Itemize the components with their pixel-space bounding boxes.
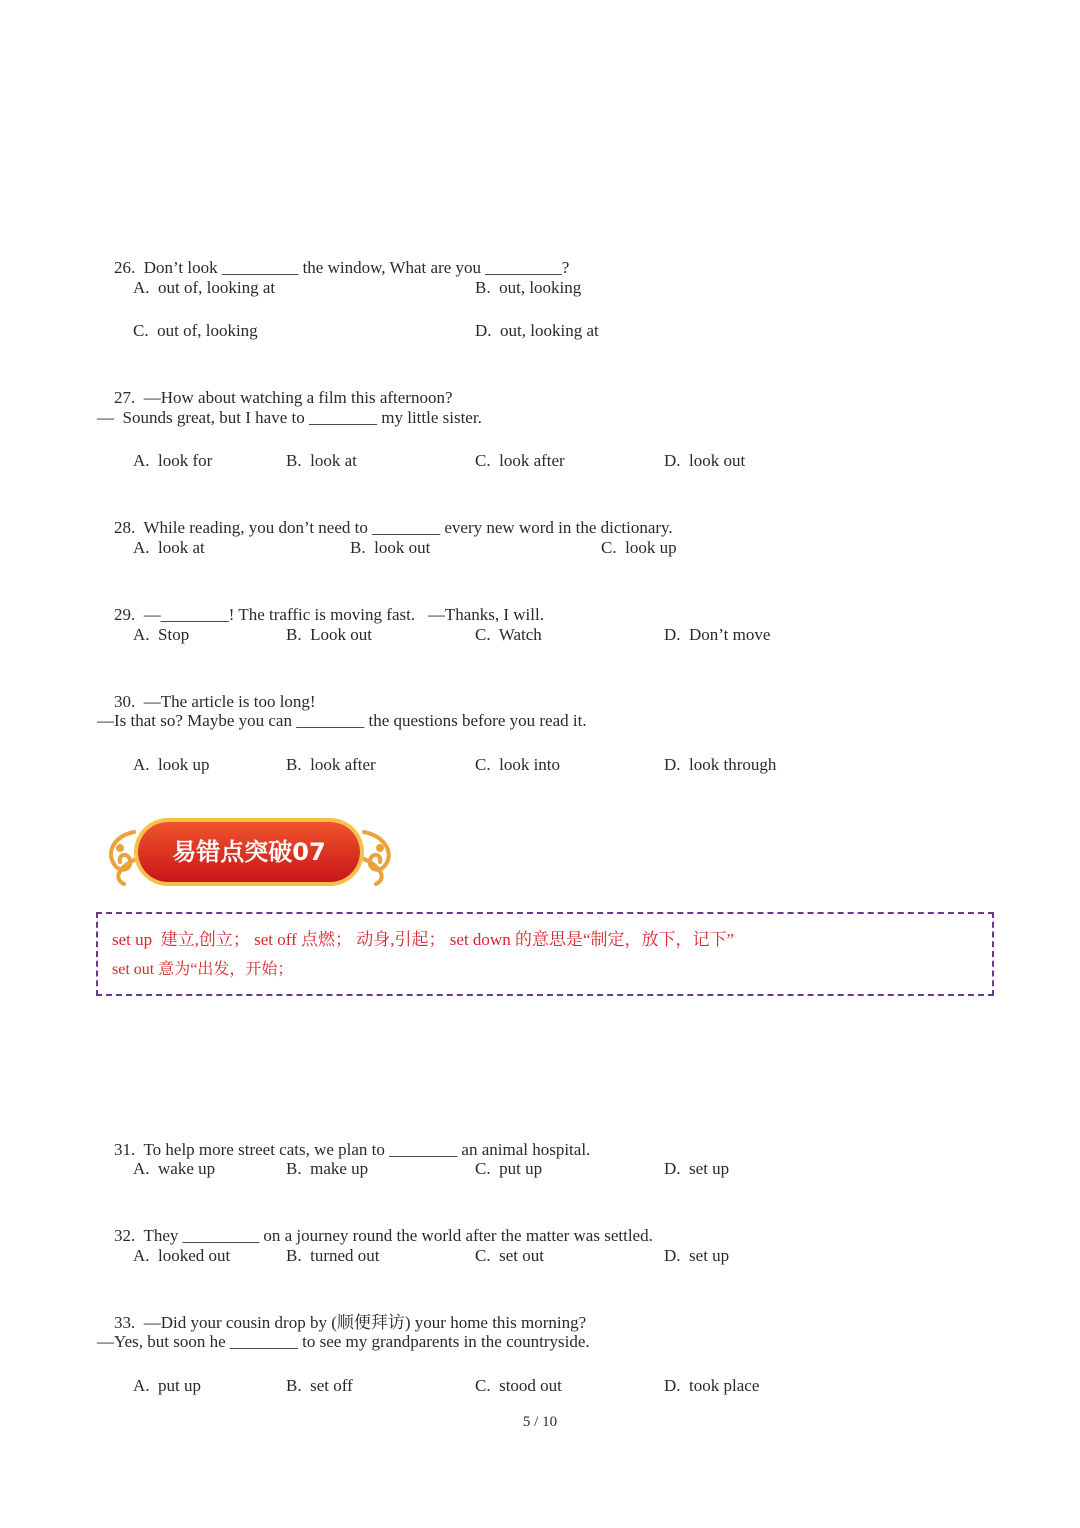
question-stem: Don’t look _________ the window, What are you _________?	[143, 258, 570, 277]
question-number: 28.	[114, 518, 136, 537]
note-box	[96, 912, 994, 996]
option[interactable]: D. Don’t move	[664, 625, 771, 644]
option[interactable]: B. look after	[286, 755, 376, 774]
option[interactable]: B. turned out	[286, 1246, 380, 1265]
option[interactable]: C. look into	[475, 755, 561, 774]
option[interactable]: D. took place	[664, 1376, 760, 1395]
option[interactable]: B. make up	[286, 1159, 369, 1178]
option[interactable]: C. set out	[475, 1246, 544, 1265]
question-stem: They _________ on a journey round the world after the matter was settled.	[143, 1226, 653, 1245]
question-stem: —Did your cousin drop by (顺便拜访) your home this morning?	[143, 1313, 587, 1332]
question-number: 31.	[114, 1140, 136, 1159]
option[interactable]: C. look up	[601, 538, 677, 557]
question-number: 33.	[114, 1313, 136, 1332]
question-response: —Yes, but soon he ________ to see my grandparents in the countryside.	[97, 1332, 590, 1351]
question-number: 26.	[114, 258, 136, 277]
option[interactable]: D. look through	[664, 755, 777, 774]
question-number: 27.	[114, 388, 136, 407]
option[interactable]: C. Watch	[475, 625, 542, 644]
section-banner	[100, 818, 400, 890]
question-stem: —________! The traffic is moving fast. —Thanks, I will.	[143, 605, 544, 624]
option[interactable]: A. Stop	[133, 625, 190, 644]
page-number: 5 / 10	[522, 1414, 558, 1430]
question-number: 30.	[114, 692, 136, 711]
question-number: 29.	[114, 605, 136, 624]
option[interactable]: B. look at	[286, 451, 357, 470]
question-number: 32.	[114, 1226, 136, 1245]
option[interactable]: A. wake up	[133, 1159, 216, 1178]
question-stem: —How about watching a film this afternoon?	[143, 388, 453, 407]
note-line-1: set up 建立,创立； set off 点燃； 动身,引起； set down 的意思是“制定，放下，记下”	[112, 930, 735, 949]
question-stem: —The article is too long!	[143, 692, 316, 711]
option[interactable]: C. stood out	[475, 1376, 562, 1395]
note-line-2: set out 意为“出发，开始；	[112, 961, 294, 978]
option[interactable]: D. set up	[664, 1159, 730, 1178]
option[interactable]: A. look for	[133, 451, 213, 470]
question-stem: To help more street cats, we plan to ________ an animal hospital.	[143, 1140, 591, 1159]
option[interactable]: A. out of, looking at	[133, 278, 276, 297]
option[interactable]: C. look after	[475, 451, 565, 470]
banner-label: 易错点突破07	[172, 838, 326, 866]
option[interactable]: D. set up	[664, 1246, 730, 1265]
option[interactable]: C. put up	[475, 1159, 543, 1178]
option[interactable]: B. Look out	[286, 625, 372, 644]
option[interactable]: A. look up	[133, 755, 210, 774]
option[interactable]: A. look at	[133, 538, 205, 557]
question-response: — Sounds great, but I have to ________ my little sister.	[97, 408, 482, 427]
question-stem: While reading, you don’t need to ________ every new word in the dictionary.	[143, 518, 673, 537]
option[interactable]: B. out, looking	[475, 278, 582, 297]
question-response: —Is that so? Maybe you can ________ the questions before you read it.	[97, 711, 587, 730]
option[interactable]: A. put up	[133, 1376, 202, 1395]
option[interactable]: B. look out	[350, 538, 431, 557]
option[interactable]: C. out of, looking	[133, 321, 258, 340]
option[interactable]: B. set off	[286, 1376, 353, 1395]
option[interactable]: A. looked out	[133, 1246, 231, 1265]
option[interactable]: D. out, looking at	[475, 321, 599, 340]
option[interactable]: D. look out	[664, 451, 746, 470]
